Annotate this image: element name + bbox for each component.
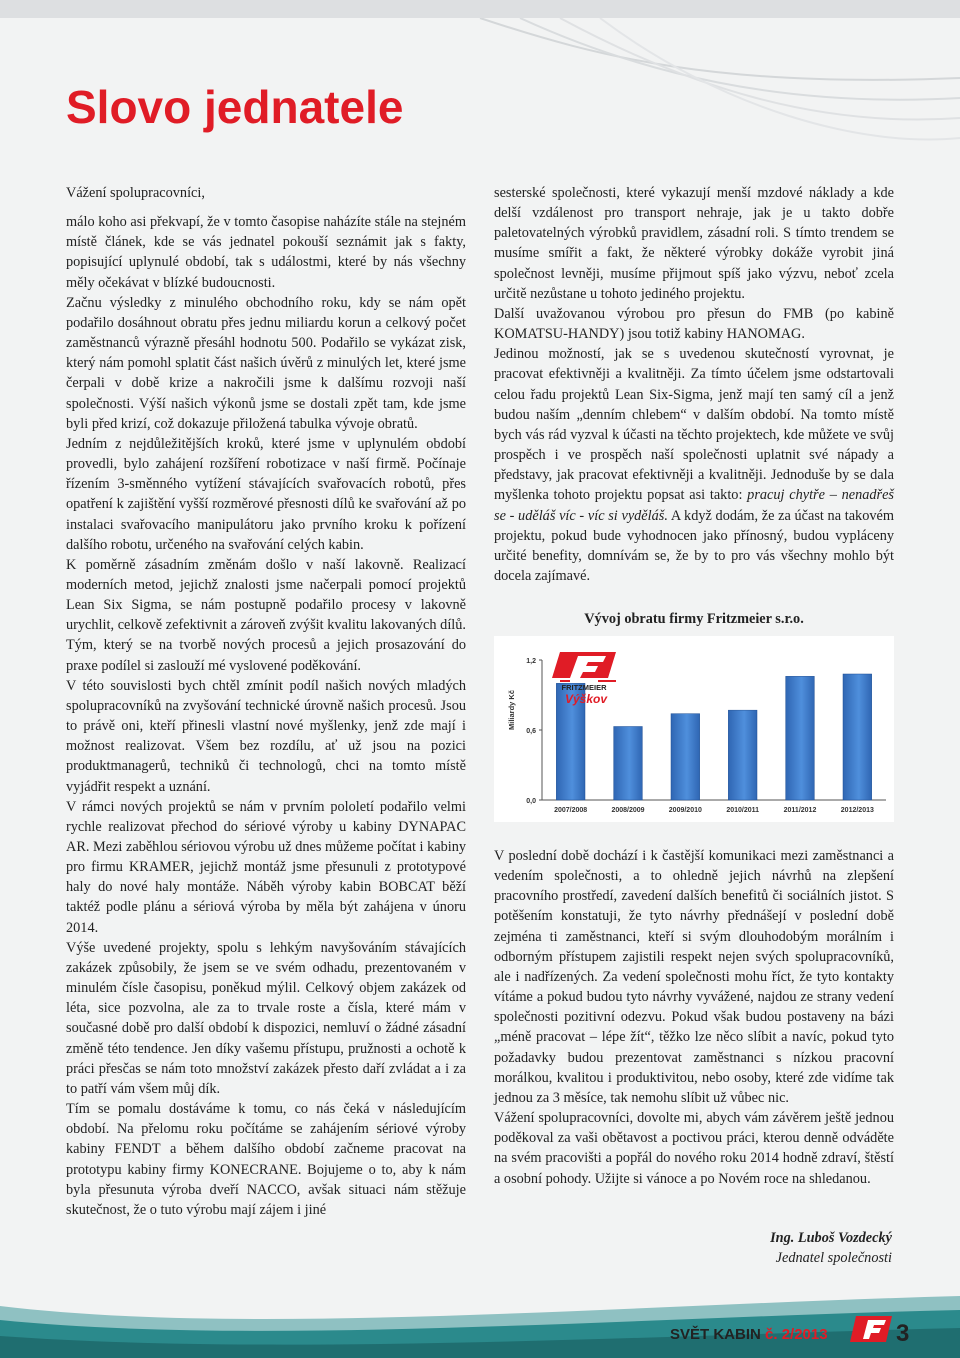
y-tick-label: 0,6 [526, 728, 536, 735]
paragraph: sesterské společnosti, které vykazují menší mzdové náklady a kde delší vzdálenost pro transport nehraje, jak je u takto dobře paletovatelných výrobků pravidlem, zásadní roli. S tímto trendem se musíme smířit a fakt, že některé výrobky dokáže vyrobit jiná společnost levněji, musíme přijmout spíš jako výzvu, neboť zcela určitě nezůstane u tohoto jediného projektu. [494, 185, 894, 302]
paragraph: Výše uvedené projekty, spolu s lehkým navyšováním stávajících zakázek způsobily, že jsem se ve svém odhadu, prezentovaném v minulém čísle časopisu, poněkud mýlil. Celkový objem zakázek od léta, sice pozvolna, ale za to trvale roste a čísla, které mám v současné době pro další období k dispozici, nemluví o žádné zásadní změně této tendence. Jen díky vašemu přístupu, pružnosti a ochotě k práci přesčas se nám toto množství zakázek přesto daří zvládat a i za to patří vám všem můj dík. [66, 939, 466, 1097]
footer-logo-icon [850, 1312, 892, 1346]
page-title: Slovo jednatele [66, 81, 404, 133]
logo-location: Výškov [564, 692, 608, 706]
logo-wordmark: FRITZMEIER [561, 683, 607, 692]
paragraph-text: Jedinou možností, jak se s uvedenou skutečností vyrovnat, je pracovat efektivněji a kvalitněji. Za tímto účelem jsme odstartovali celou řadu projektů Lean Six-Sigma, jenž mají ten samý cíl a jenž budou naším „denním chlebem“ v dalším období. Na tomto místě bych vás rád vyzval k účasti na těchto projektech, kde můžete ve svůj prospěch i ve prospěch naší společnosti uplatnit své nápady a představy, jak pracovat efektivněji a kvalitněji. Jednoduše by se dala myšlenka tohoto projektu popsat asi takto: [494, 346, 894, 504]
bar [671, 714, 700, 800]
x-tick-label: 2012/2013 [840, 807, 874, 814]
signature-name: Ing. Luboš Vozdecký [770, 1230, 892, 1246]
bar [843, 674, 872, 800]
paragraph: K poměrně zásadním změnám došlo v naší lakovně. Realizací moderních metod, jejichž znalosti jsme načerpali pomocí projektů Lean Six Sigma, se nám postupně podařilo procesy v lakovně urychlit, celkově zefektivnit a zároveň zvýšit kvalitu lakovaných dílů. Tým, který se na tvorbě nových procesů a jejich prosazování do praxe podílel si zaslouží mé vyslovené poděkování. [66, 556, 466, 674]
footer-magazine [670, 1326, 828, 1343]
signature-role: Jednatel společnosti [775, 1250, 892, 1266]
y-axis-label: Miliardy Kč [507, 689, 516, 731]
right-column-top [494, 183, 894, 586]
left-column [66, 183, 466, 1220]
x-tick-label: 2011/2012 [783, 807, 817, 814]
chart-title: Vývoj obratu firmy Fritzmeier s.r.o. [584, 611, 804, 627]
page-number: 3 [896, 1320, 910, 1347]
motto: pracuj chytře – nenadřeš se - uděláš víc - víc si vyděláš. [494, 487, 894, 524]
top-bar [0, 0, 960, 18]
paragraph: málo koho asi překvapí, že v tomto časopise naházíte stále na stejném místě článek, kde se vás jednatel pokouší seznámit jak s fakty, popisující uplynulé období, tak s událostmi, které by nás všechny měly očekávat v blízké budoucnosti. [66, 214, 466, 291]
paragraph: Vážení spolupracovníci, dovolte mi, abych vám závěrem ještě jednou poděkoval za vaši obětavost a poctivou práci, kterou denně odváděte na svém pracovišti a popřál do nového roku 2014 hodně zdraví, štěstí a osobní pohody. Užijte si vánoce a po Novém roce na shledanou. [494, 1110, 894, 1187]
paragraph: Jedním z nejdůležitějších kroků, které jsme v uplynulém období provedli, bylo zahájení rozšíření robotizace v naší firmě. Počínaje řízením 3-směnného vytížení stávajících svařovacích robotů, přes opatření k zajištění vyšší rozměrové přesnosti dílů ke svařování až po instalaci svařovacího manipulátoru jako prvního kroku k pořízení dalšího robotu, určeného na svařování celých kabin. [66, 435, 466, 553]
magazine-name: SVĚT KABIN [670, 1326, 761, 1343]
right-column-bottom [494, 846, 894, 1189]
issue-number: č. 2/2013 [765, 1326, 828, 1343]
greeting: Vážení spolupracovníci, [66, 185, 205, 201]
x-tick-label: 2010/2011 [726, 807, 760, 814]
paragraph: V této souvislosti bych chtěl zmínit podíl našich nových mladých spolupracovníků na zvyšování technické úrovně našich procesů. Jsou to právě oni, kteří přinesli vlastní nové myšlenky, jenž zde mají i možnost realizovat. Všem bez rozdílu, ať už jsou na pozici produktmanagerů, techniků či technologů, chci na tomto místě vyjádřit respekt a uznání. [66, 677, 466, 795]
paragraph: Tím se pomalu dostáváme k tomu, co nás čeká v následujícím období. Na přelomu roku počítáme se zahájením sériové výroby kabiny FENDT a během dalšího období začneme pracovat na prototypu kabiny firmy KONECRANE. Bojujeme o to, aby k nám byla přesunuta výroba dveří NACCO, avšak situaci nám stěžuje skutečnost, že o tuto výrobu mají zájem i jiné [66, 1101, 466, 1218]
bar [728, 710, 757, 800]
x-tick-label: 2009/2010 [668, 807, 702, 814]
turnover-chart [494, 636, 894, 822]
x-tick-label: 2008/2009 [611, 807, 645, 814]
y-tick-label: 1,2 [526, 658, 536, 665]
x-tick-label: 2007/2008 [554, 807, 588, 814]
paragraph: Začnu výsledky z minulého obchodního roku, kdy se nám opět podařilo dosáhnout obratu přes jednu miliardu korun a celkový počet zaměstnanců výrazně přesáhl hodnotu 500. Podařilo se vykázat zisk, který nám pomohl splatit část našich úvěrů z minulých let, které jsme čerpali v době krize a nakročili jsme k dalšímu rozvoji naší společnosti. Výší našich výkonů jsme se dostali zpět tam, kde jsme byli před krizí, což dokazuje přiložená tabulka vývoje obratů. [66, 294, 466, 432]
bar [614, 727, 643, 801]
paragraph: V rámci nových projektů se nám v prvním pololetí podařilo velmi rychle realizovat přechod do sériové výroby u kabiny DYNAPAC AR. Mezi zaběhlou sériovou výrobu už dnes můžeme počítat i kabiny pro firmu KRAMER, jejichž montáž jsme přesunuli z prototypové haly do nové haly montáže. Náběh výroby kabin BOBCAT běží taktéž podle plánu a sériová výroba by měla být zahájena v únoru 2014. [66, 798, 466, 936]
paragraph-text: A když dodám, že za účast na takovém projektu, pokud bude vyhodnocen jako přínosný, budou vypláceny určité benefity, domnívám se, že by to pro vás všechny mohlo být docela zajímavé. [494, 507, 894, 584]
bar [786, 676, 815, 800]
y-tick-label: 0,0 [526, 798, 536, 805]
signature [494, 1228, 892, 1268]
paragraph: Další uvažovanou výrobou pro přesun do FMB (po kabině KOMATSU-HANDY) jsou totiž kabiny HANOMAG. [494, 305, 894, 343]
paragraph: V poslední době dochází i k častější komunikaci mezi zaměstnanci a vedením společnosti, a to ohledně jejich návrhů na zlepšení pracovního prostředí, zavedení dalších benefitů či sociálních jistot. S potěšením konstatuji, že tyto návrhy přednášejí v poslední době zejména ti zaměstnanci, kteří si svým dlouhodobým morálním i odborným přístupem zajistili respekt nejen svých spolupracovníků, ale i nadřízených. Za vedení společnosti mohu říct, že tyto kontakty vítáme a pokud budou tyto návrhy vyvážené, najdou ze strany vedení společnosti pozitivní odezvu. Pokud však budou postaveny na bázi „méně pracovat – lépe žít“, těžko lze něco slíbit a navíc, pokud tyto požadavky budou prezentovat zaměstnanci s nízkou pracovní morálkou, kvalitou i produktivitou, nebo osoby, které zde vidíme tak jednou za 3 měsíce, tak nemohu slíbit už vůbec nic. [494, 848, 894, 1106]
paragraph [494, 344, 894, 586]
